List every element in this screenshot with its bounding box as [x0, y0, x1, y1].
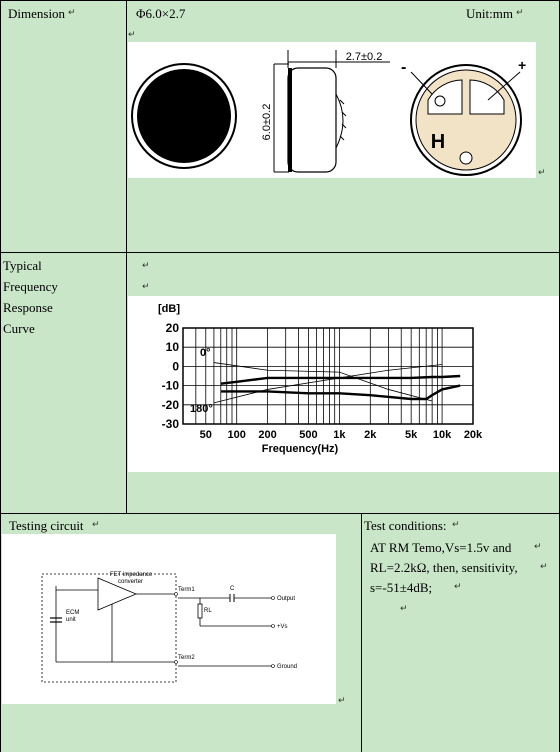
divider-vertical-lower: [361, 513, 362, 752]
frequency-response-chart: [128, 296, 559, 472]
fet-label-2: converter: [118, 579, 144, 585]
response-label-line-2: Frequency: [3, 279, 58, 294]
test-conditions-line-3: s=-51±4dB;: [370, 580, 433, 595]
chart-y-tick-label: 20: [165, 321, 179, 335]
capacitor-label: C: [230, 586, 235, 592]
vs-label: +Vs: [277, 624, 288, 630]
output-label: Output: [277, 596, 296, 602]
chart-x-tick-label: 5k: [405, 429, 418, 441]
test-conditions-line-2: RL=2.2kΩ, then, sensitivity,: [370, 560, 518, 575]
height-dimension: 6.0±0.2: [261, 103, 273, 141]
chart-phase-0-line: [214, 363, 432, 401]
paragraph-mark: ↵: [128, 30, 136, 40]
dimension-spec: Φ6.0×2.7: [136, 6, 186, 21]
paragraph-mark: ↵: [68, 8, 76, 18]
chart-y-label: [dB]: [158, 303, 180, 315]
border-left: [0, 0, 1, 752]
paragraph-mark: ↵: [540, 562, 548, 572]
chart-x-tick-label: 100: [227, 429, 246, 441]
term2-label: Term2: [178, 655, 195, 661]
paragraph-mark: ↵: [454, 582, 462, 592]
paragraph-mark: ↵: [538, 168, 546, 178]
paragraph-mark: ↵: [338, 696, 346, 706]
response-label-line-1: Typical: [3, 258, 42, 273]
border-top: [0, 0, 560, 1]
dimension-drawing: [128, 42, 536, 178]
ecm-unit-label: unit: [66, 617, 76, 623]
minus-terminal: -: [401, 59, 407, 76]
chart-x-tick-label: 10k: [432, 429, 452, 441]
phase-180-annotation: 180°: [190, 403, 213, 415]
side-view-body: [288, 68, 336, 172]
paragraph-mark: ↵: [516, 8, 524, 18]
pad-letter: H: [430, 131, 446, 153]
phase-0-annotation: 0°: [200, 347, 211, 359]
chart-x-tick-label: 20k: [463, 429, 483, 441]
test-conditions-line-1: AT RM Temo,Vs=1.5v and: [370, 540, 512, 555]
plus-terminal: +: [518, 57, 527, 73]
paragraph-mark: ↵: [400, 604, 408, 614]
chart-series-line-1: [221, 376, 460, 384]
divider-vertical-upper: [126, 0, 127, 513]
chart-y-tick-label: -30: [161, 417, 179, 431]
chart-x-tick-label: 200: [258, 429, 277, 441]
testing-circuit-diagram: [2, 534, 336, 704]
paragraph-mark: ↵: [534, 542, 542, 552]
row-divider-2: [0, 513, 560, 514]
paragraph-mark: ↵: [142, 282, 150, 292]
chart-y-tick-label: -20: [161, 397, 179, 412]
chart-x-label: Frequency(Hz): [261, 443, 339, 455]
unit-text: Unit:mm: [466, 6, 513, 21]
paragraph-mark: ↵: [92, 520, 100, 530]
chart-phase-180-line: [214, 364, 442, 402]
paragraph-mark: ↵: [142, 261, 150, 271]
width-dimension: 2.7±0.2: [345, 51, 383, 63]
chart-y-tick-label: 10: [165, 340, 179, 355]
load-resistor: [198, 604, 202, 618]
chart-x-tick-label: 2k: [364, 429, 377, 441]
row-divider-1: [0, 252, 560, 253]
test-conditions-title: Test conditions:: [364, 518, 447, 533]
term1-label: Term1: [178, 587, 195, 593]
ecm-label: ECM: [66, 610, 80, 616]
response-label-line-4: Curve: [3, 321, 35, 336]
chart-x-tick-label: 500: [299, 429, 318, 441]
rl-label: RL: [204, 608, 212, 614]
paragraph-mark: ↵: [452, 520, 460, 530]
testing-circuit-label: Testing circuit: [9, 518, 84, 533]
chart-y-tick-label: 0: [172, 359, 179, 374]
response-label-line-3: Response: [3, 300, 53, 315]
capsule-face: [137, 69, 231, 163]
fet-label: FET impedance: [110, 572, 153, 578]
ground-label: Ground: [277, 664, 298, 670]
dimension-label: Dimension: [8, 6, 66, 21]
chart-x-tick-label: 50: [199, 429, 212, 441]
chart-x-tick-label: 1k: [333, 429, 346, 441]
chart-y-tick-label: -10: [161, 378, 179, 393]
